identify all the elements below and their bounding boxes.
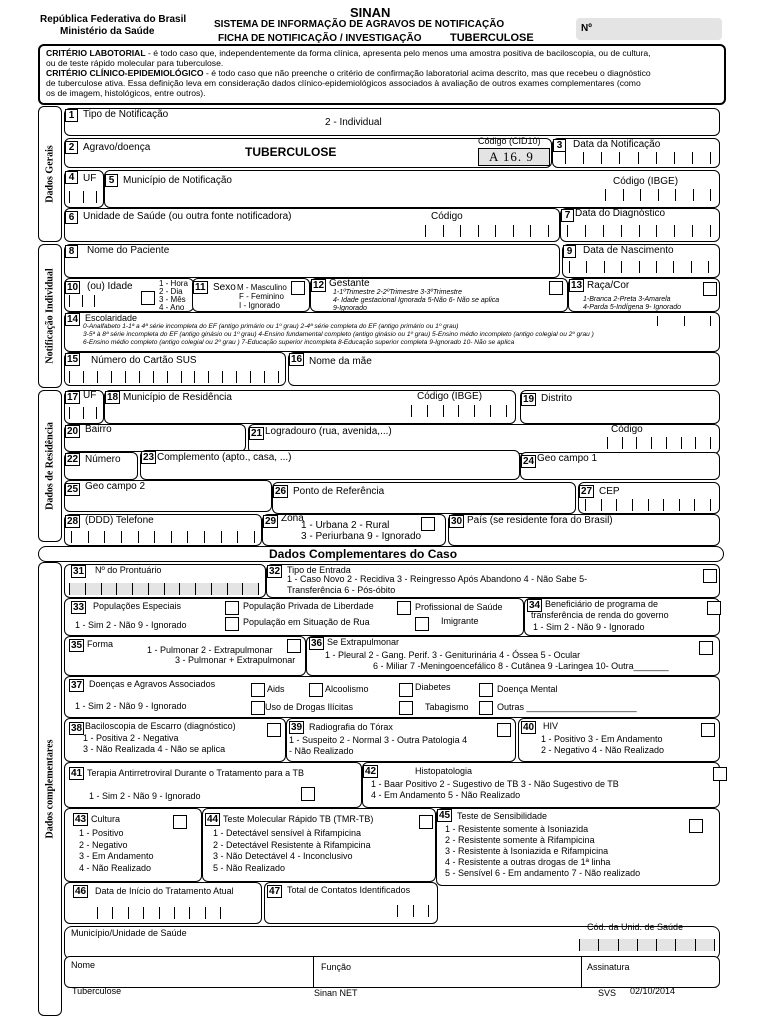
field-data-inicio-tratamento <box>64 882 262 924</box>
cultura-opt: 1 - Positivo <box>79 828 124 838</box>
field-number: 5 <box>105 174 118 187</box>
field-number: 15 <box>67 354 79 365</box>
field-label: Teste Molecular Rápido TB (TMR-TB) <box>223 814 374 824</box>
profissional-saude-checkbox[interactable] <box>397 601 411 615</box>
field-number: 22 <box>67 454 79 465</box>
date-input[interactable] <box>97 907 221 919</box>
signature-box <box>64 956 720 988</box>
field-number: 46 <box>75 886 87 897</box>
imigrante-checkbox[interactable] <box>415 617 429 631</box>
field-number: 31 <box>73 566 85 577</box>
field-label: Terapia Antirretroviral Durante o Tratamento para a TB <box>87 768 304 778</box>
doenca-mental-checkbox[interactable] <box>479 683 493 697</box>
sensibilidade-opt: 5 - Sensível 6 - Em andamento 7 - Não realizado <box>445 868 641 878</box>
codigo-label: Código <box>431 211 463 222</box>
cid-value: A 16. 9 <box>489 149 534 164</box>
forma-opt: 3 - Pulmonar + Extrapulmonar <box>175 655 296 665</box>
field-gestante <box>310 278 568 312</box>
field-hiv <box>518 718 720 762</box>
raca-opt: 4-Parda 5-Indígena 9- Ignorado <box>583 304 682 311</box>
field-label: CEP <box>599 486 620 497</box>
field-number: 33 <box>73 602 85 613</box>
field-label: (DDD) Telefone <box>85 515 154 526</box>
field-distrito[interactable] <box>520 390 720 424</box>
field-number: 26 <box>275 486 287 497</box>
baciloscopia-opt: 1 - Positiva 2 - Negativa <box>83 733 179 743</box>
field-number: 12 <box>313 280 325 291</box>
field-number: 21 <box>251 428 263 439</box>
forma-opt: 1 - Pulmonar 2 - Extrapulmonar <box>147 645 273 655</box>
field-number: 35 <box>71 640 83 651</box>
field-escolaridade <box>64 312 720 352</box>
field-prontuario <box>64 564 266 598</box>
date-input[interactable] <box>569 261 709 273</box>
numero-field[interactable] <box>576 18 722 40</box>
field-number: 32 <box>269 566 281 577</box>
field-number: 17 <box>67 392 79 403</box>
field-number: 27 <box>581 486 593 497</box>
field-label: Nome do Paciente <box>87 245 170 256</box>
baciloscopia-checkbox[interactable] <box>267 723 281 737</box>
hiv-checkbox[interactable] <box>701 723 715 737</box>
field-complemento[interactable] <box>140 450 520 480</box>
field-label: Unidade de Saúde (ou outra fonte notificadora) <box>83 211 292 222</box>
field-unidade-saude[interactable] <box>64 208 560 242</box>
field-number: 34 <box>529 600 541 611</box>
beneficiario-label-2: transferência de renda do governo <box>531 610 669 620</box>
extrapulmonar-checkbox[interactable] <box>699 641 713 655</box>
radiografia-opt: 1 - Suspeito 2 - Normal 3 - Outra Patologia 4 <box>289 735 468 745</box>
republica-text: República Federativa do Brasil <box>40 14 187 25</box>
extrapulmonar-opt: 6 - Miliar 7 -Meningoencefálico 8 - Cutânea 9 -Laringea 10- Outra_______ <box>373 661 669 671</box>
field-label: Município de Residência <box>123 392 232 403</box>
cod-unid-label: Cód. da Unid. de Saúde <box>587 922 684 932</box>
field-municipio-unidade[interactable] <box>64 922 720 960</box>
field-uf-notificacao[interactable] <box>64 170 104 208</box>
field-label: Complemento (apto., casa, ...) <box>157 452 292 463</box>
beneficiario-opts: 1 - Sim 2 - Não 9 - Ignorado <box>533 622 645 632</box>
field-forma <box>64 636 306 676</box>
date-input[interactable] <box>567 225 711 237</box>
funcao-label: Função <box>321 962 352 972</box>
field-number: 13 <box>571 280 583 291</box>
field-number: 43 <box>75 814 87 825</box>
field-teste-molecular <box>202 808 436 882</box>
field-number: 14 <box>67 314 79 325</box>
agravo-header: TUBERCULOSE <box>450 32 534 44</box>
escolaridade-input[interactable] <box>657 316 711 326</box>
field-cultura <box>64 808 202 882</box>
field-terapia-antirretroviral <box>64 762 362 808</box>
outras-label: Outras ______________________ <box>497 702 637 712</box>
field-geo-campo-1[interactable] <box>520 452 720 480</box>
ministerio-text: Ministério da Saúde <box>60 26 155 37</box>
field-number: 41 <box>71 768 83 779</box>
field-total-contatos <box>264 882 438 924</box>
field-label: Ponto de Referência <box>293 486 385 497</box>
field-label: Baciloscopia de Escarro (diagnóstico) <box>85 721 236 731</box>
drogas-checkbox[interactable] <box>251 701 265 715</box>
sexo-opt: M - Masculino <box>237 283 287 292</box>
field-number: 24 <box>523 456 535 467</box>
agravo-value: TUBERCULOSE <box>245 145 337 159</box>
drogas-label: Uso de Drogas Ilícitas <box>265 702 354 712</box>
sexo-opt: I - Ignorado <box>239 301 280 310</box>
field-number: 8 <box>65 245 78 258</box>
section-dados-residencia: Dados de Residência <box>38 390 62 542</box>
tipo-entrada-opt: 1 - Caso Novo 2 - Recidiva 3 - Reingresso Após Abandono 4 - Não Sabe 5- <box>287 574 588 584</box>
tipo-entrada-opt: Transferência 6 - Pós-óbito <box>287 585 396 595</box>
raca-opt: 1-Branca 2-Preta 3-Amarela <box>583 296 671 303</box>
field-label: Geo campo 2 <box>85 481 146 492</box>
aids-checkbox[interactable] <box>251 683 265 697</box>
field-number: 7 <box>561 209 574 222</box>
field-number: 28 <box>67 516 79 527</box>
idade-unit-checkbox[interactable] <box>141 291 155 305</box>
tipo-entrada-checkbox[interactable] <box>703 569 717 583</box>
sinan-title: SINAN <box>350 5 391 20</box>
sensibilidade-opt: 3 - Resistente à Isoniazida e Rifampicina <box>445 846 609 856</box>
field-number: 4 <box>65 171 78 184</box>
criterio-clin: CRITÉRIO CLÍNICO-EPIDEMIOLÓGICO - é todo caso que não preenche o critério de confirmação laboratorial acima descrito, mas que recebeu o diagnóstico <box>46 68 651 78</box>
section-notificacao-individual: Notificação Individual <box>38 244 62 388</box>
divider <box>581 957 582 987</box>
field-tipo-entrada <box>266 564 720 598</box>
outras-checkbox[interactable] <box>479 701 493 715</box>
field-number: 36 <box>311 638 323 649</box>
tabagismo-checkbox[interactable] <box>399 701 413 715</box>
baciloscopia-opt: 3 - Não Realizada 4 - Não se aplica <box>83 744 226 754</box>
field-number: 30 <box>451 516 463 527</box>
ibge-label: Código (IBGE) <box>613 176 679 187</box>
field-cartao-sus <box>64 352 286 386</box>
field-ponto-referencia[interactable] <box>272 482 576 514</box>
field-label: HIV <box>543 721 559 731</box>
footer-date: 02/10/2014 <box>630 986 676 996</box>
field-label: Forma <box>87 639 114 649</box>
escolaridade-opt: 3-5ª à 8ª série incompleta do EF (antigo ginásio ou 1º grau) 4-Ensino fundamental completo (antigo ginásio ou 1º grau) 5-Ensino médio incompleto (antigo colegial ou 2º grau ) <box>83 331 594 338</box>
field-label: Logradouro (rua, avenida,...) <box>265 426 392 437</box>
field-label: Total de Contatos Identificados <box>287 885 411 895</box>
field-number: 10 <box>67 282 79 293</box>
field-number: 1 <box>65 109 78 122</box>
criterio-clin-2: de tuberculose ativa. Essa definição leva em consideração dados clínico-epidemiológicos associados à avaliação de outros exames complementares (como <box>46 78 641 88</box>
field-raca-cor <box>568 278 720 312</box>
field-label: Data do Diagnóstico <box>575 208 666 219</box>
diabetes-label: Diabetes <box>415 682 451 692</box>
date-input[interactable] <box>565 152 711 164</box>
alcoolismo-checkbox[interactable] <box>309 683 323 697</box>
histopatologia-opt: 1 - Baar Positivo 2 - Sugestivo de TB 3 - Não Sugestivo de TB <box>371 779 619 789</box>
telefone-input[interactable] <box>71 531 255 543</box>
field-cep <box>578 482 720 514</box>
doencas-opts: 1 - Sim 2 - Não 9 - Ignorado <box>75 701 187 711</box>
field-label: Nome da mãe <box>309 356 372 367</box>
field-number: 29 <box>265 516 277 527</box>
escolaridade-opt: 0-Analfabeto 1-1ª a 4ª série incompleta do EF (antigo primário ou 1º grau) 2-4ª série completa do EF (antigo primário ou 1º grau) <box>83 323 459 330</box>
footer-center: Sinan NET <box>314 988 358 998</box>
criterio-lab-2: ou de teste rápido molecular para tuberculose. <box>46 58 224 68</box>
field-number: 11 <box>195 282 206 293</box>
sexo-opt: F - Feminino <box>239 292 284 301</box>
field-sexo <box>192 278 310 312</box>
field-uf-residencia[interactable] <box>64 390 104 424</box>
histopatologia-opt: 4 - Em Andamento 5 - Não Realizado <box>371 790 521 800</box>
prontuario-input[interactable] <box>69 583 259 595</box>
aids-label: Aids <box>267 684 285 694</box>
footer-left: Tuberculose <box>72 986 122 996</box>
field-doencas-associadas <box>64 676 720 718</box>
gestante-opt: 1-1ºTrimestre 2-2ºTrimestre 3-3ºTrimestre <box>333 289 463 296</box>
ficha-text: FICHA DE NOTIFICAÇÃO / INVESTIGAÇÃO <box>218 33 422 44</box>
complementares-title: Dados Complementares do Caso <box>269 547 458 561</box>
cid-field[interactable] <box>478 148 550 166</box>
field-extrapulmonar <box>306 636 720 676</box>
criterios-box <box>38 44 726 105</box>
field-label: Teste de Sensibilidade <box>457 811 548 821</box>
field-label: Escolaridade <box>85 313 138 323</box>
field-number: 45 <box>439 810 451 821</box>
field-numero[interactable] <box>64 452 138 480</box>
field-number: 18 <box>107 392 119 403</box>
gestante-opt: 9-Ignorado <box>333 305 367 312</box>
sensibilidade-opt: 2 - Resistente somente à Rifampicina <box>445 835 595 845</box>
gestante-opt: 4- Idade gestacional Ignorada 5-Não 6- Não se aplica <box>333 297 500 304</box>
field-number: 40 <box>523 722 535 733</box>
sexo-checkbox[interactable] <box>291 281 305 295</box>
alcoolismo-label: Alcoolismo <box>325 684 369 694</box>
field-geo-campo-2[interactable] <box>64 480 272 512</box>
field-number: 37 <box>71 680 83 691</box>
field-label: Tipo de Entrada <box>287 565 351 575</box>
field-data-notificacao <box>552 138 720 168</box>
teste-molecular-opt: 5 - Não Realizado <box>213 863 286 873</box>
field-label: Número do Cartão SUS <box>91 355 197 366</box>
cartao-sus-input[interactable] <box>69 371 279 383</box>
teste-sensibilidade-checkbox[interactable] <box>689 819 703 833</box>
field-number: 19 <box>523 394 535 405</box>
idade-opt: 3 - Mês <box>159 295 186 304</box>
forma-checkbox[interactable] <box>287 639 301 653</box>
contatos-input[interactable] <box>397 905 429 917</box>
assinatura-label: Assinatura <box>587 962 630 972</box>
diabetes-checkbox[interactable] <box>399 683 413 697</box>
zona-opt: 1 - Urbana 2 - Rural <box>301 520 390 531</box>
terapia-checkbox[interactable] <box>301 787 315 801</box>
field-municipio-residencia[interactable] <box>104 390 516 424</box>
section-dados-complementares: Dados complementares <box>38 562 62 1016</box>
section-dados-gerais: Dados Gerais <box>38 106 62 242</box>
cod-unid-input[interactable] <box>579 939 715 951</box>
situacao-rua-checkbox[interactable] <box>225 617 239 631</box>
idade-input[interactable] <box>69 295 95 307</box>
imigrante-label: Imigrante <box>441 616 479 626</box>
field-value: 2 - Individual <box>325 117 382 128</box>
populacoes-opts: 1 - Sim 2 - Não 9 - Ignorado <box>75 620 187 630</box>
field-label: Município de Notificação <box>123 175 232 186</box>
idade-opt: 2 - Dia <box>159 287 183 296</box>
field-nome-mae[interactable] <box>288 352 720 386</box>
field-label: Radiografia do Tórax <box>309 722 393 732</box>
field-zona <box>262 514 446 546</box>
divider <box>313 957 314 987</box>
radiografia-opt: - Não Realizado <box>289 746 354 756</box>
field-number: 42 <box>365 766 377 777</box>
field-label: UF <box>83 173 97 184</box>
field-label: Populações Especiais <box>93 601 182 611</box>
zona-checkbox[interactable] <box>421 517 435 531</box>
field-label: Bairro <box>85 424 112 435</box>
extrapulmonar-opt: 1 - Pleural 2 - Gang. Perif. 3 - Geniturinária 4 - Óssea 5 - Ocular <box>325 650 581 660</box>
sensibilidade-opt: 4 - Resistente a outras drogas de 1ª linha <box>445 857 611 867</box>
field-label: UF <box>83 390 97 401</box>
footer-svs: SVS <box>598 988 617 998</box>
cultura-checkbox[interactable] <box>173 815 187 829</box>
codigo-label: Código <box>611 424 643 435</box>
field-number: 20 <box>67 426 79 437</box>
hiv-opt: 2 - Negativo 4 - Não Realizado <box>541 745 665 755</box>
idade-opt: 1 - Hora <box>159 279 188 288</box>
field-label: Zona <box>281 513 304 524</box>
field-beneficiario <box>524 598 720 636</box>
field-telefone <box>64 514 262 546</box>
idade-opt: 4 - Ano <box>159 303 185 312</box>
field-number: 38 <box>71 723 83 734</box>
field-label: Beneficiário de programa de <box>545 599 659 609</box>
field-label: Tipo de Notificação <box>83 109 169 120</box>
field-number: 39 <box>291 722 303 733</box>
histopatologia-checkbox[interactable] <box>713 767 727 781</box>
field-municipio-notificacao[interactable] <box>104 170 720 208</box>
teste-molecular-checkbox[interactable] <box>419 815 433 829</box>
criterio-clin-3: os de imagem, histológicos, entre outros). <box>46 88 206 98</box>
field-number: 44 <box>207 814 219 825</box>
sistema-text: SISTEMA DE INFORMAÇÃO DE AGRAVOS DE NOTIFICAÇÃO <box>214 19 505 30</box>
field-histopatologia <box>362 762 720 808</box>
field-label: (ou) Idade <box>87 281 133 292</box>
field-number: 9 <box>563 245 576 258</box>
tabagismo-label: Tabagismo <box>425 702 469 712</box>
field-number: 3 <box>553 139 566 152</box>
nome-label: Nome <box>71 960 96 970</box>
field-number: 2 <box>65 141 78 154</box>
field-label: Município/Unidade de Saúde <box>71 928 187 938</box>
field-nome-paciente[interactable] <box>64 244 560 278</box>
field-tipo-notificacao <box>64 108 720 136</box>
field-number: 23 <box>143 452 155 463</box>
sensibilidade-opt: 1 - Resistente somente à Isoniazida <box>445 824 589 834</box>
cultura-opt: 2 - Negativo <box>79 840 128 850</box>
cid-label: Código (CID10) <box>478 136 541 146</box>
privada-liberdade-label: População Privada de Liberdade <box>243 601 374 611</box>
field-label: Data da Notificação <box>573 139 661 150</box>
field-radiografia <box>286 718 516 762</box>
field-number: 47 <box>269 886 281 897</box>
cultura-opt: 3 - Em Andamento <box>79 851 154 861</box>
zona-opt: 3 - Periurbana 9 - Ignorado <box>301 531 422 542</box>
field-label: Data de Início do Tratamento Atual <box>95 886 234 896</box>
situacao-rua-label: População em Situação de Rua <box>243 617 370 627</box>
field-label: Geo campo 1 <box>537 453 598 464</box>
radiografia-checkbox[interactable] <box>497 723 511 737</box>
field-label: Número <box>85 454 121 465</box>
field-idade <box>64 278 194 312</box>
gestante-checkbox[interactable] <box>549 281 563 295</box>
complementares-title-bar <box>38 546 724 562</box>
field-number: 6 <box>65 211 78 224</box>
field-label: Agravo/doença <box>83 142 151 153</box>
field-teste-sensibilidade <box>436 808 720 886</box>
field-label: Se Extrapulmonar <box>327 637 400 647</box>
hiv-opt: 1 - Positivo 3 - Em Andamento <box>541 734 663 744</box>
cultura-opt: 4 - Não Realizado <box>79 863 152 873</box>
field-number: 25 <box>67 484 79 495</box>
profissional-saude-label: Profissional de Saúde <box>415 602 503 612</box>
field-pais[interactable] <box>448 514 720 546</box>
teste-molecular-opt: 1 - Detectável sensível à Rifampicina <box>213 828 362 838</box>
teste-molecular-opt: 2 - Detectável Resistente à Rifampicina <box>213 840 371 850</box>
doenca-mental-label: Doença Mental <box>497 684 558 694</box>
field-label: País (se residente fora do Brasil) <box>467 515 613 526</box>
field-label: Data de Nascimento <box>583 245 674 256</box>
field-label: Sexo <box>213 282 236 293</box>
cep-input[interactable] <box>585 499 711 511</box>
field-number: 16 <box>291 354 303 365</box>
privada-liberdade-checkbox[interactable] <box>225 601 239 615</box>
field-label: Raça/Cor <box>587 280 630 291</box>
field-label: Gestante <box>329 278 370 289</box>
field-label: Cultura <box>91 814 121 824</box>
field-label: Doenças e Agravos Associados <box>89 679 216 689</box>
field-baciloscopia <box>64 718 286 762</box>
escolaridade-opt: 6-Ensino médio completo (antigo colegial ou 2º grau ) 7-Educação superior incompleta 8-Educação superior completa 9-Ignorado 10- Não se aplica <box>83 339 515 346</box>
beneficiario-checkbox[interactable] <box>707 601 721 615</box>
field-label: Distrito <box>541 393 573 404</box>
field-label: Histopatologia <box>415 766 473 776</box>
field-bairro[interactable] <box>64 424 246 452</box>
terapia-opts: 1 - Sim 2 - Não 9 - Ignorado <box>89 791 201 801</box>
field-data-diagnostico <box>560 208 720 242</box>
numero-label: Nº <box>581 23 592 34</box>
field-data-nascimento <box>562 244 720 278</box>
teste-molecular-opt: 3 - Não Detectável 4 - Inconclusivo <box>213 851 353 861</box>
field-populacoes-especiais <box>64 598 524 636</box>
field-label: Nº do Prontuário <box>95 565 162 575</box>
raca-checkbox[interactable] <box>703 282 717 296</box>
criterio-lab: CRITÉRIO LABOTORIAL - é todo caso que, independentemente da forma clínica, apresenta pelo menos uma amostra positiva de baciloscopia, ou de cultura, <box>46 48 651 58</box>
ibge-label: Código (IBGE) <box>417 391 483 402</box>
